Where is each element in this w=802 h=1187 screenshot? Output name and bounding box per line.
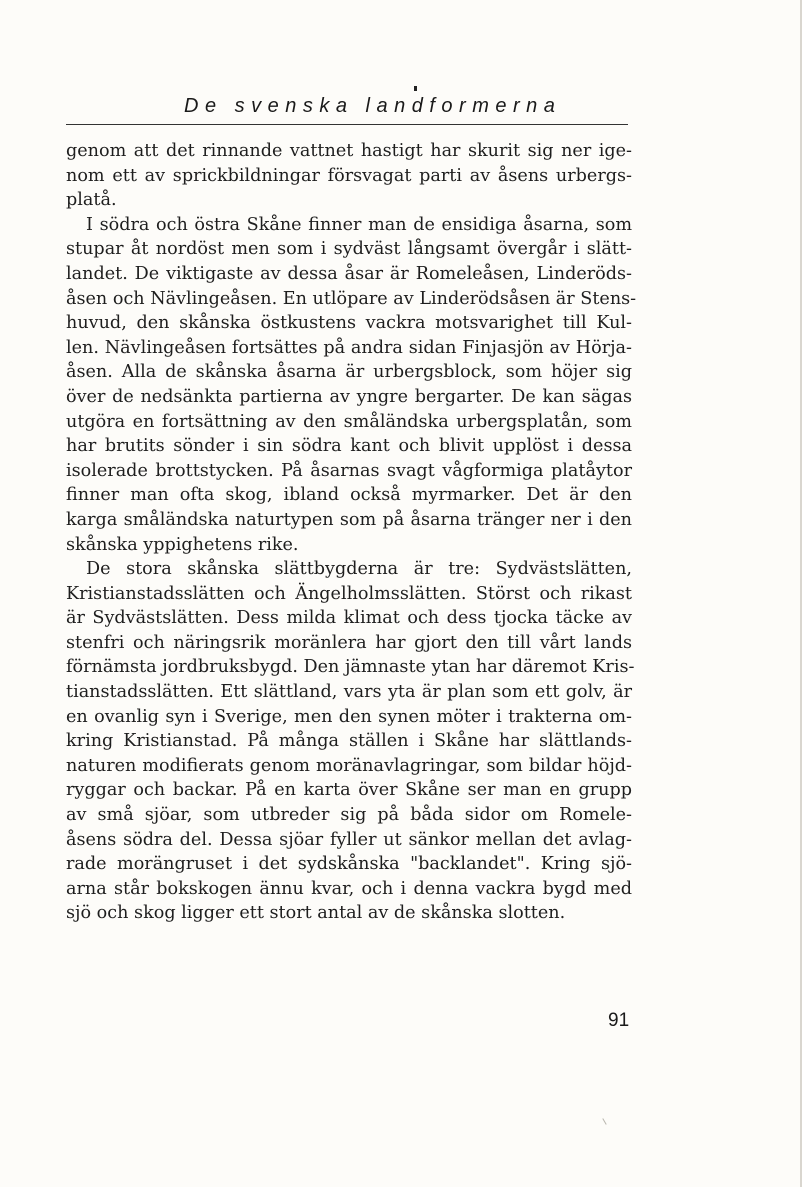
text-line: genom att det rinnande vattnet hastigt har skurit sig ner ige- bbox=[66, 141, 632, 161]
text-line: över de nedsänkta partierna av yngre bergarter. De kan sägas bbox=[66, 386, 632, 407]
text-line: Kristianstadsslätten och Ängelholmsslätten. Störst och rikast bbox=[66, 583, 632, 604]
text-line: naturen modifierats genom moränavlagringar, som bildar höjd- bbox=[66, 755, 632, 776]
text-line: platå. bbox=[66, 190, 117, 211]
paragraph-start-line: De stora skånska slättbygderna är tre: Sydvästslätten, bbox=[86, 559, 632, 580]
ink-speck bbox=[414, 86, 417, 91]
page-number: 91 bbox=[608, 1010, 630, 1031]
text-line: finner man ofta skog, ibland också myrmarker. Det är den bbox=[66, 485, 632, 506]
text-line: av små sjöar, som utbreder sig på båda sidor om Romele- bbox=[66, 805, 632, 826]
text-line: är Sydvästslätten. Dess milda klimat och dess tjocka täcke av bbox=[66, 608, 632, 629]
text-line: karga småländska naturtypen som på åsarna tränger ner i den bbox=[66, 509, 632, 530]
text-line: isolerade brottstycken. På åsarnas svagt vågformiga platåytor bbox=[66, 460, 632, 481]
text-line: tianstadsslätten. Ett slättland, vars yta är plan som ett golv, är bbox=[66, 682, 632, 703]
header-rule bbox=[66, 124, 628, 125]
text-line: len. Nävlingeåsen fortsättes på andra sidan Finjasjön av Hörja- bbox=[66, 337, 632, 358]
text-line: kring Kristianstad. På många ställen i Skåne har slättlands- bbox=[66, 731, 632, 752]
text-line: har brutits sönder i sin södra kant och blivit upplöst i dessa bbox=[66, 436, 632, 457]
running-title: De svenska landformerna bbox=[184, 95, 562, 117]
text-line: stenfri och näringsrik moränlera har gjort den till vårt lands bbox=[66, 632, 632, 653]
text-line: förnämsta jordbruksbygd. Den jämnaste ytan har däremot Kris- bbox=[66, 657, 635, 678]
paper-speck bbox=[602, 1118, 606, 1125]
text-line: nom ett av sprickbildningar försvagat parti av åsens urbergs- bbox=[66, 165, 632, 186]
paragraph-start-line: I södra och östra Skåne finner man de ensidiga åsarna, som bbox=[86, 214, 632, 235]
text-line: åsen. Alla de skånska åsarna är urbergsblock, som höjer sig bbox=[66, 362, 632, 383]
text-line: en ovanlig syn i Sverige, men den synen möter i trakterna om- bbox=[66, 706, 632, 727]
body-text bbox=[66, 139, 637, 926]
text-line: åsens södra del. Dessa sjöar fyller ut sänkor mellan det avlag- bbox=[66, 829, 632, 850]
text-line: utgöra en fortsättning av den småländska urbergsplatån, som bbox=[66, 411, 632, 432]
text-line: arna står bokskogen ännu kvar, och i denna vackra bygd med bbox=[66, 878, 632, 899]
text-line: skånska yppighetens rike. bbox=[66, 534, 299, 555]
text-line: stupar åt nordöst men som i sydväst långsamt övergår i slätt- bbox=[66, 239, 632, 260]
text-line: huvud, den skånska östkustens vackra motsvarighet till Kul- bbox=[66, 313, 632, 334]
text-line: sjö och skog ligger ett stort antal av de skånska slotten. bbox=[66, 903, 566, 924]
text-line: åsen och Nävlingeåsen. En utlöpare av Linderödsåsen är Stens- bbox=[66, 288, 637, 309]
text-line: ryggar och backar. På en karta över Skåne ser man en grupp bbox=[66, 780, 632, 801]
text-line: landet. De viktigaste av dessa åsar är Romeleåsen, Linderöds- bbox=[66, 263, 632, 284]
text-line: rade morängruset i det sydskånska "backlandet". Kring sjö- bbox=[66, 854, 632, 875]
